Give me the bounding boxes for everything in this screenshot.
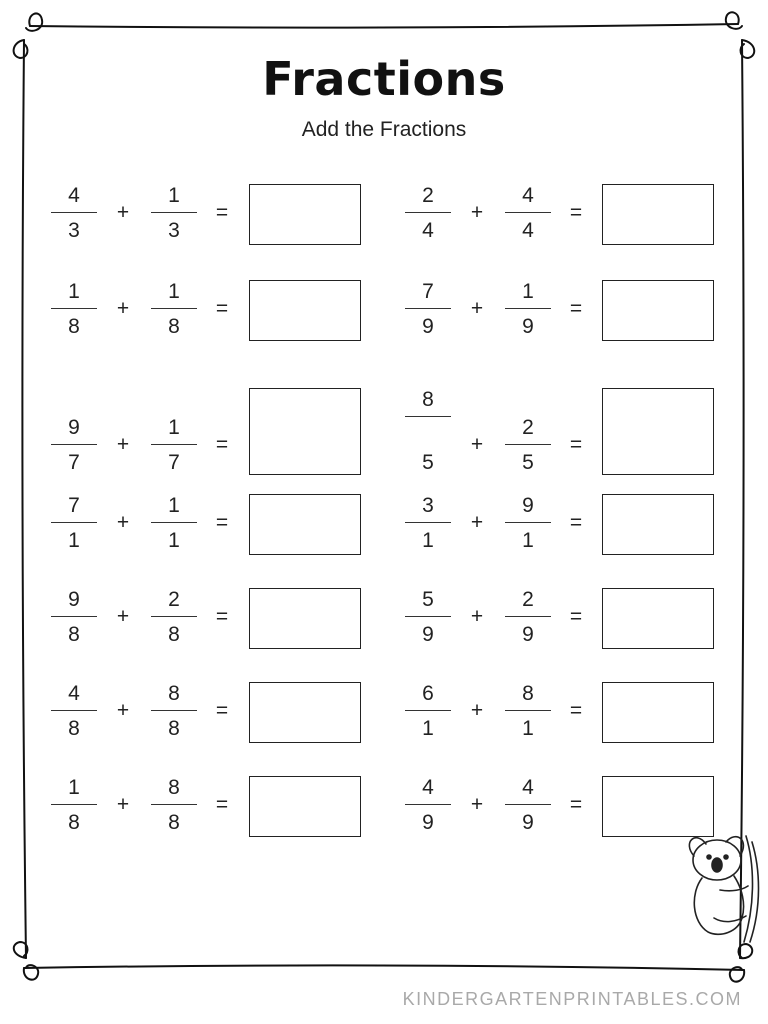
- numerator: 2: [522, 588, 534, 611]
- plus-sign: +: [470, 297, 484, 320]
- answer-box[interactable]: [602, 494, 714, 555]
- numerator: 4: [522, 776, 534, 799]
- equals-sign: =: [569, 433, 583, 456]
- fraction-bar: [505, 616, 551, 617]
- plus-sign: +: [116, 297, 130, 320]
- plus-sign: +: [470, 605, 484, 628]
- numerator: 1: [68, 776, 80, 799]
- fraction: [504, 766, 552, 846]
- fraction-bar: [505, 804, 551, 805]
- plus-sign: +: [116, 201, 130, 224]
- denominator: 8: [68, 623, 80, 646]
- denominator: 8: [68, 811, 80, 834]
- numerator: 8: [522, 682, 534, 705]
- equals-sign: =: [569, 511, 583, 534]
- denominator: 1: [422, 717, 434, 740]
- fraction-bar: [405, 804, 451, 805]
- plus-sign: +: [470, 201, 484, 224]
- fraction-bar: [405, 308, 451, 309]
- numerator: 6: [422, 682, 434, 705]
- equals-sign: =: [215, 699, 229, 722]
- fraction: [504, 484, 552, 564]
- fraction: [504, 406, 552, 486]
- answer-box[interactable]: [602, 280, 714, 341]
- denominator: 9: [422, 811, 434, 834]
- denominator: 3: [168, 219, 180, 242]
- denominator: 9: [422, 315, 434, 338]
- equals-sign: =: [215, 201, 229, 224]
- problem-item: [0, 672, 768, 752]
- denominator: 9: [522, 811, 534, 834]
- numerator: 9: [68, 588, 80, 611]
- problem-item: [0, 174, 768, 254]
- numerator: 4: [68, 184, 80, 207]
- denominator: 1: [522, 529, 534, 552]
- fraction-bar: [405, 522, 451, 523]
- fraction-bar: [405, 416, 451, 417]
- fraction-bar: [505, 522, 551, 523]
- numerator: 4: [522, 184, 534, 207]
- equals-sign: =: [215, 793, 229, 816]
- equals-sign: =: [215, 297, 229, 320]
- numerator: 2: [522, 416, 534, 439]
- plus-sign: +: [470, 699, 484, 722]
- denominator: 5: [522, 451, 534, 474]
- equals-sign: =: [215, 433, 229, 456]
- denominator: 5: [422, 451, 434, 474]
- fraction-bar: [505, 444, 551, 445]
- numerator: 1: [522, 280, 534, 303]
- fraction-bar: [505, 710, 551, 711]
- denominator: 9: [522, 315, 534, 338]
- site-footer: KINDERGARTENPRINTABLES.COM: [402, 989, 742, 1009]
- problem-item: [0, 270, 768, 350]
- plus-sign: +: [116, 605, 130, 628]
- numerator: 3: [422, 494, 434, 517]
- numerator: 2: [168, 588, 180, 611]
- equals-sign: =: [569, 699, 583, 722]
- equals-sign: =: [569, 297, 583, 320]
- denominator: 4: [422, 219, 434, 242]
- numerator: 1: [168, 280, 180, 303]
- problem-item: [0, 484, 768, 564]
- fraction-bar: [405, 616, 451, 617]
- problem-item: [0, 378, 768, 474]
- fraction: [404, 388, 452, 486]
- fraction-bar: [405, 710, 451, 711]
- equals-sign: =: [569, 201, 583, 224]
- denominator: 4: [522, 219, 534, 242]
- denominator: 1: [522, 717, 534, 740]
- koala-illustration: [684, 832, 764, 944]
- fraction: [504, 174, 552, 254]
- denominator: 8: [168, 623, 180, 646]
- fraction-bar: [405, 212, 451, 213]
- answer-box[interactable]: [602, 388, 714, 475]
- numerator: 1: [168, 416, 180, 439]
- plus-sign: +: [116, 793, 130, 816]
- denominator: 8: [68, 717, 80, 740]
- equals-sign: =: [215, 605, 229, 628]
- denominator: 3: [68, 219, 80, 242]
- plus-sign: +: [116, 433, 130, 456]
- numerator: 1: [168, 184, 180, 207]
- denominator: 8: [68, 315, 80, 338]
- numerator: 4: [422, 776, 434, 799]
- numerator: 2: [422, 184, 434, 207]
- numerator: 7: [68, 494, 80, 517]
- equals-sign: =: [569, 605, 583, 628]
- numerator: 9: [522, 494, 534, 517]
- fraction: [504, 578, 552, 658]
- plus-sign: +: [116, 699, 130, 722]
- denominator: 7: [168, 451, 180, 474]
- fraction: [504, 270, 552, 350]
- numerator: 4: [68, 682, 80, 705]
- fraction: [404, 174, 452, 254]
- problem-item: [0, 766, 768, 846]
- fraction: [404, 270, 452, 350]
- equals-sign: =: [569, 793, 583, 816]
- plus-sign: +: [470, 433, 484, 456]
- equals-sign: =: [215, 511, 229, 534]
- fraction: [404, 578, 452, 658]
- numerator: 8: [422, 388, 434, 411]
- fraction: [404, 766, 452, 846]
- problem-item: [0, 578, 768, 658]
- denominator: 8: [168, 717, 180, 740]
- plus-sign: +: [470, 511, 484, 534]
- plus-sign: +: [470, 793, 484, 816]
- denominator: 9: [522, 623, 534, 646]
- denominator: 1: [68, 529, 80, 552]
- numerator: 1: [168, 494, 180, 517]
- numerator: 9: [68, 416, 80, 439]
- numerator: 8: [168, 776, 180, 799]
- numerator: 7: [422, 280, 434, 303]
- numerator: 8: [168, 682, 180, 705]
- denominator: 8: [168, 315, 180, 338]
- answer-box[interactable]: [602, 682, 714, 743]
- plus-sign: +: [116, 511, 130, 534]
- answer-box[interactable]: [602, 184, 714, 245]
- fraction: [404, 484, 452, 564]
- numerator: 1: [68, 280, 80, 303]
- denominator: 7: [68, 451, 80, 474]
- fraction: [404, 672, 452, 752]
- answer-box[interactable]: [602, 776, 714, 837]
- denominator: 1: [422, 529, 434, 552]
- page-title: Fractions: [262, 52, 506, 106]
- numerator: 5: [422, 588, 434, 611]
- denominator: 8: [168, 811, 180, 834]
- denominator: 1: [168, 529, 180, 552]
- fraction-bar: [505, 308, 551, 309]
- fraction-bar: [505, 212, 551, 213]
- denominator: 9: [422, 623, 434, 646]
- answer-box[interactable]: [602, 588, 714, 649]
- fraction: [504, 672, 552, 752]
- instructions: Add the Fractions: [301, 118, 467, 141]
